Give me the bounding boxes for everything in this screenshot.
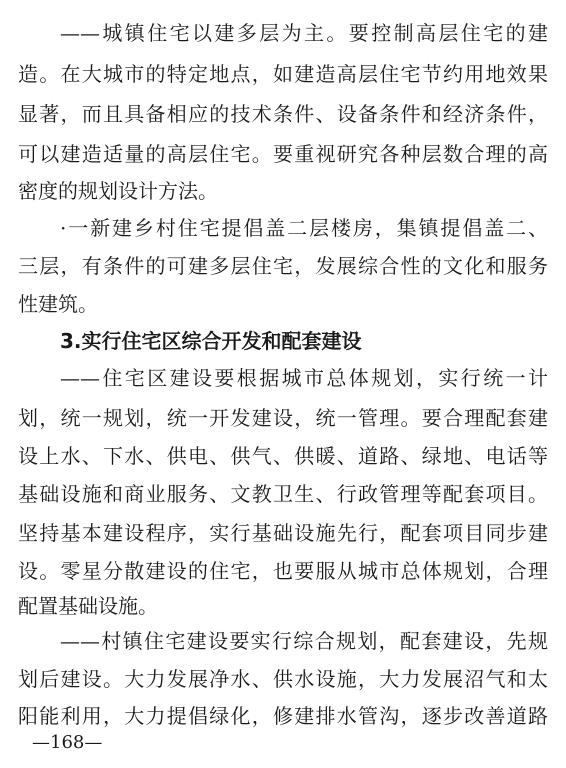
text-line-1: ——城镇住宅以建多层为主。要控制高层住宅的建: [60, 21, 548, 45]
text-line-11: 划，统一规划，统一开发建设，统一管理。要合理配套建: [18, 406, 548, 430]
text-line-8: 性建筑。: [18, 292, 98, 316]
text-line-15: 设。零星分散建设的住宅，也要服从城市总体规划，合理: [18, 559, 548, 583]
text-line-12: 设上水、下水、供电、供气、供暖、道路、绿地、电话等: [18, 444, 548, 468]
text-line-18: 划后建设。大力发展净水、供水设施，大力发展沼气和太: [18, 667, 548, 691]
text-line-7: 三层，有条件的可建多层住宅，发展综合性的文化和服务: [18, 254, 548, 278]
section-heading: 3.实行住宅区综合开发和配套建设: [60, 329, 362, 353]
text-line-10: ——住宅区建设要根据城市总体规划，实行统一计: [60, 366, 548, 390]
text-line-3: 显著，而且具备相应的技术条件、设备条件和经济条件，: [18, 102, 548, 126]
text-line-17: ——村镇住宅建设要实行综合规划，配套建设，先规: [60, 629, 548, 653]
text-line-16: 配置基础设施。: [18, 594, 158, 618]
text-line-2: 造。在大城市的特定地点，如建造高层住宅节约用地效果: [18, 62, 548, 86]
text-line-5: 密度的规划设计方法。: [18, 179, 218, 203]
text-line-6: ·一新建乡村住宅提倡盖二层楼房，集镇提倡盖二、: [60, 216, 548, 240]
text-line-19: 阳能利用，大力提倡绿化，修建排水管沟，逐步改善道路: [18, 704, 548, 728]
text-line-13: 基础设施和商业服务、文教卫生、行政管理等配套项目。: [18, 482, 548, 506]
page-number: —168—: [32, 732, 103, 753]
text-line-4: 可以建造适量的高层住宅。要重视研究各种层数合理的高: [18, 142, 548, 166]
text-line-14: 坚持基本建设程序，实行基础设施先行，配套项目同步建: [18, 521, 548, 545]
